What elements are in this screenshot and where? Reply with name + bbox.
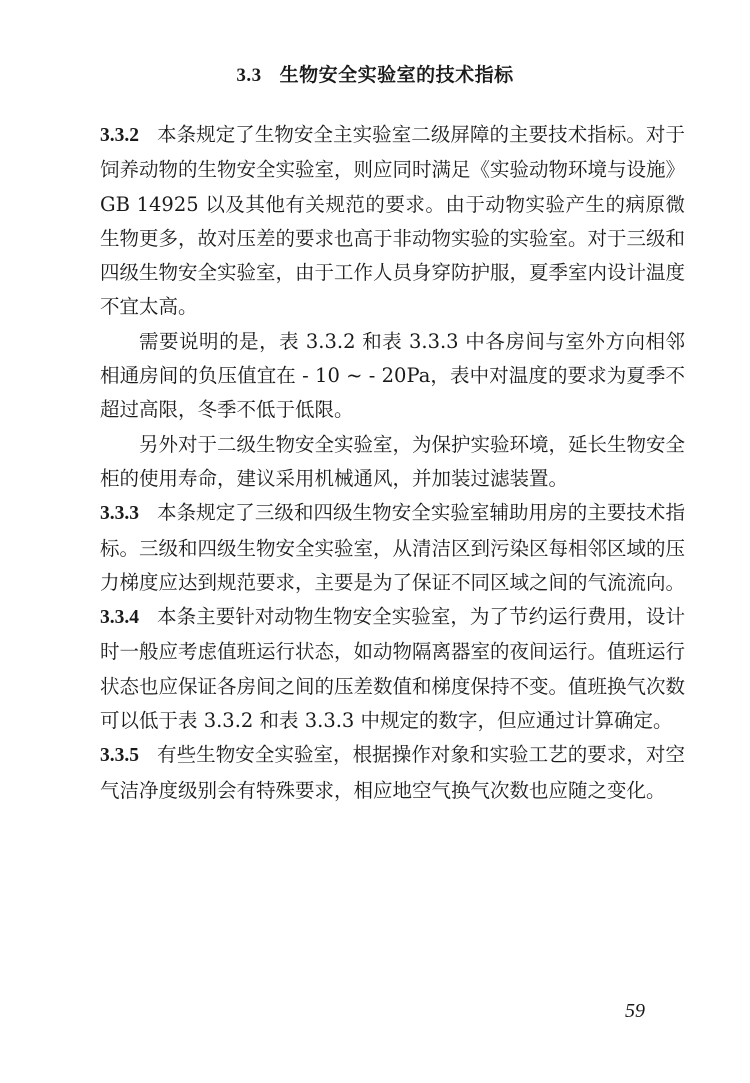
paragraph-text: 本条规定了三级和四级生物安全实验室辅助用房的主要技术指标。三级和四级生物安全实验室，从清洁区到污染区每相邻区域的压力梯度应达到规范要求，主要是为了保证不同区域之间的气流流向。 bbox=[100, 501, 686, 594]
clause-number: 3.3.3 bbox=[100, 503, 139, 525]
paragraph-text: 有些生物安全实验室，根据操作对象和实验工艺的要求，对空气洁净度级别会有特殊要求，相应地空气换气次数也应随之变化。 bbox=[100, 743, 685, 802]
section-title: 生物安全实验室的技术指标 bbox=[279, 64, 514, 86]
paragraph-text: 需要说明的是，表 3.3.2 和表 3.3.3 中各房间与室外方向相邻相通房间的负压值宜在 - 10 ~ - 20Pa，表中对温度的要求为夏季不超过高限，冬季不低于低限。 bbox=[100, 329, 685, 422]
note-paragraph-ventilation bbox=[100, 428, 685, 497]
section-number: 3.3 bbox=[236, 65, 262, 86]
paragraph-text: 本条规定了生物安全主实验室二级屏障的主要技术指标。对于饲养动物的生物安全实验室，则应同时满足《实验动物环境与设施》GB 14925 以及其他有关规范的要求。由于动物实验产生的病原微生物更多，故对压差的要求也高于非动物实验的实验室。对于三级和四级生物安全实验室，由于工作人员身穿防护服，夏季室内设计温度不宜太高。 bbox=[100, 123, 686, 319]
clause-number: 3.3.2 bbox=[100, 125, 139, 146]
page-number: 59 bbox=[625, 1000, 645, 1022]
clause-3-3-4-paragraph bbox=[100, 600, 685, 738]
clause-number: 3.3.5 bbox=[100, 745, 139, 767]
paragraph-text: 另外对于二级生物安全实验室，为保护实验环境，延长生物安全柜的使用寿命，建议采用机械通风，并加装过滤装置。 bbox=[100, 432, 686, 490]
section-heading bbox=[0, 60, 750, 87]
clause-number: 3.3.4 bbox=[100, 607, 139, 629]
clause-3-3-3-paragraph bbox=[100, 496, 685, 600]
clause-3-3-2-paragraph bbox=[100, 118, 685, 325]
note-paragraph-pressure bbox=[100, 325, 685, 428]
clause-3-3-5-paragraph bbox=[100, 738, 685, 808]
paragraph-text: 本条主要针对动物生物安全实验室，为了节约运行费用，设计时一般应考虑值班运行状态，如动物隔离器室的夜间运行。值班运行状态也应保证各房间之间的压差数值和梯度保持不变。值班换气次数可以低于表 3.3.2 和表 3.3.3 中规定的数字，但应通过计算确定。 bbox=[100, 605, 686, 733]
body-text bbox=[100, 118, 685, 808]
